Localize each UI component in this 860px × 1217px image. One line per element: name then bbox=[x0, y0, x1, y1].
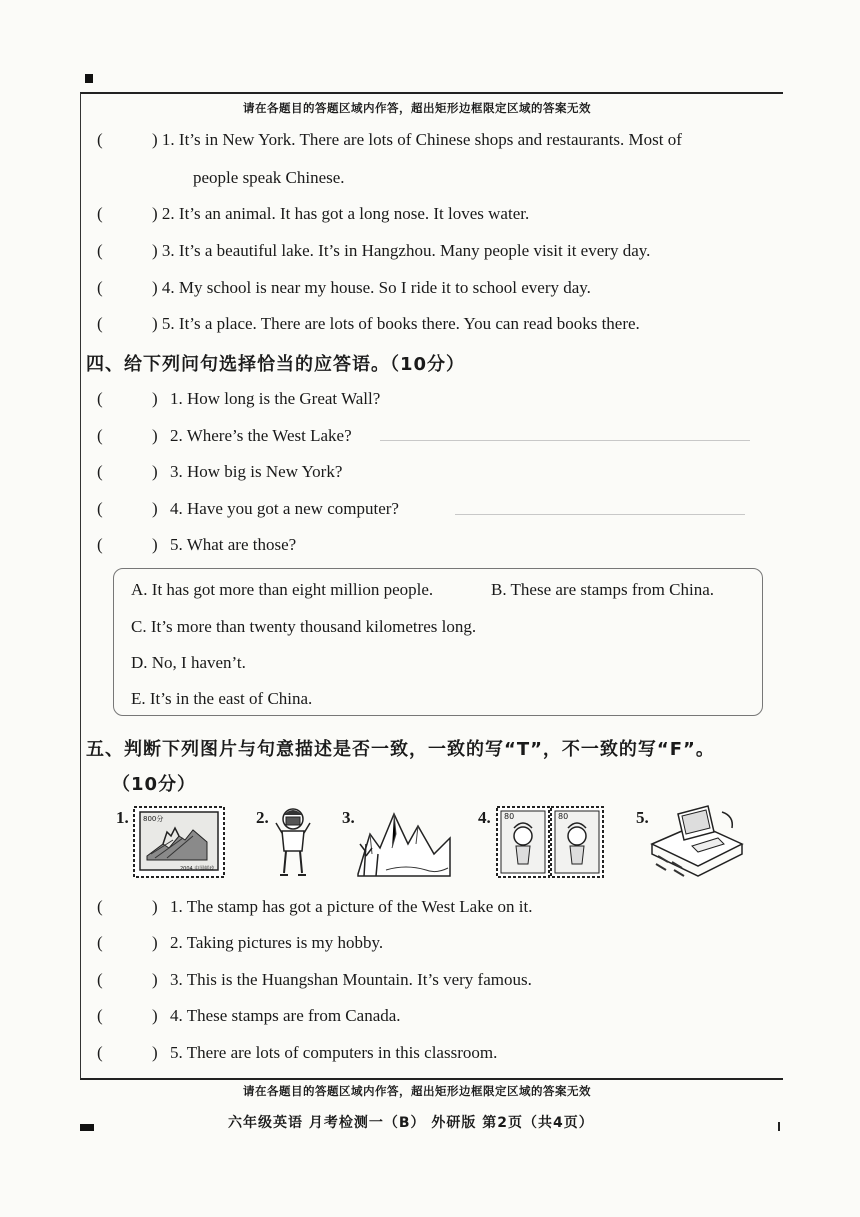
picture-number: 5. bbox=[636, 808, 649, 827]
answer-blank-close: ) bbox=[152, 933, 158, 952]
footer-edge-mark bbox=[778, 1122, 780, 1131]
footer-registration-mark bbox=[80, 1124, 94, 1131]
mountain-landscape-icon bbox=[356, 804, 452, 880]
statement-text: 2. Taking pictures is my hobby. bbox=[170, 933, 384, 952]
answer-blank-close: ) bbox=[152, 499, 158, 518]
question-text: ) 5. It’s a place. There are lots of books there. You can read books there. bbox=[152, 314, 640, 333]
stamp-denomination: 800分 bbox=[143, 815, 164, 823]
option-e: E. It’s in the east of China. bbox=[131, 689, 313, 708]
answer-blank-close: ) bbox=[152, 1006, 158, 1025]
option-d: D. No, I haven’t. bbox=[131, 653, 246, 672]
answer-blank-close: ) bbox=[152, 389, 158, 408]
answer-blank-open[interactable]: ( bbox=[97, 970, 103, 989]
statement-text: 4. These stamps are from Canada. bbox=[170, 1006, 401, 1025]
answer-blank-close: ) bbox=[152, 1043, 158, 1062]
question-text: ) 4. My school is near my house. So I ride it to school every day. bbox=[152, 278, 591, 297]
page-footer: 六年级英语 月考检测一（B） 外研版 第2页（共4页） bbox=[228, 1115, 594, 1131]
answer-blank-open[interactable]: ( bbox=[97, 897, 103, 916]
question-text: ) 3. It’s a beautiful lake. It’s in Hangzhou. Many people visit it every day. bbox=[152, 241, 651, 260]
section5-heading: 五、判断下列图片与句意描述是否一致，一致的写“T”，不一致的写“F”。 bbox=[86, 739, 715, 760]
question-text: 3. How big is New York? bbox=[170, 462, 343, 481]
answer-blank-open[interactable]: ( bbox=[97, 314, 103, 333]
person-taking-photo-icon bbox=[268, 805, 318, 879]
answer-blank-close: ) bbox=[152, 462, 158, 481]
faint-rule bbox=[380, 440, 750, 441]
question-text: ) 2. It’s an animal. It has got a long nose. It loves water. bbox=[152, 204, 530, 223]
question-text: 2. Where’s the West Lake? bbox=[170, 426, 352, 445]
question-text: 1. How long is the Great Wall? bbox=[170, 389, 381, 408]
answer-blank-close: ) bbox=[152, 970, 158, 989]
section4-heading: 四、给下列问句选择恰当的应答语。（10分） bbox=[86, 354, 466, 375]
answer-area-notice-bottom: 请在各题目的答题区域内作答，超出矩形边框限定区域的答案无效 bbox=[243, 1084, 591, 1098]
stamp-denomination: 80 bbox=[504, 812, 515, 821]
answer-blank-close: ) bbox=[152, 535, 158, 554]
corner-registration-mark bbox=[85, 74, 93, 83]
answer-blank-open[interactable]: ( bbox=[97, 933, 103, 952]
option-a: A. It has got more than eight million people. bbox=[131, 580, 434, 599]
answer-blank-open[interactable]: ( bbox=[97, 1006, 103, 1025]
answer-blank-open[interactable]: ( bbox=[97, 204, 103, 223]
answer-blank-open[interactable]: ( bbox=[97, 278, 103, 297]
question-text-continued: people speak Chinese. bbox=[193, 168, 345, 187]
option-b: B. These are stamps from China. bbox=[491, 580, 715, 599]
answer-blank-open[interactable]: ( bbox=[97, 389, 103, 408]
answer-blank-close: ) bbox=[152, 426, 158, 445]
picture-number: 3. bbox=[342, 808, 355, 827]
statement-text: 1. The stamp has got a picture of the West Lake on it. bbox=[170, 897, 533, 916]
picture-number: 1. bbox=[116, 808, 129, 827]
statement-text: 3. This is the Huangshan Mountain. It’s very famous. bbox=[170, 970, 532, 989]
answer-blank-close: ) bbox=[152, 897, 158, 916]
option-c: C. It’s more than twenty thousand kilometres long. bbox=[131, 617, 477, 636]
statement-text: 5. There are lots of computers in this classroom. bbox=[170, 1043, 498, 1062]
question-text: ) 1. It’s in New York. There are lots of Chinese shops and restaurants. Most of bbox=[152, 130, 682, 149]
question-text: 5. What are those? bbox=[170, 535, 297, 554]
answer-blank-open[interactable]: ( bbox=[97, 535, 103, 554]
answer-blank-open[interactable]: ( bbox=[97, 426, 103, 445]
answer-blank-open[interactable]: ( bbox=[97, 1043, 103, 1062]
picture-number: 2. bbox=[256, 808, 269, 827]
section5-score: （10分） bbox=[112, 774, 197, 795]
stamp-issuer: 2004 中国邮政 bbox=[180, 866, 215, 872]
answer-blank-open[interactable]: ( bbox=[97, 241, 103, 260]
answer-area-notice-top: 请在各题目的答题区域内作答，超出矩形边框限定区域的答案无效 bbox=[243, 101, 591, 115]
answer-blank-open[interactable]: ( bbox=[97, 130, 103, 149]
picture-number: 4. bbox=[478, 808, 491, 827]
computer-desk-icon bbox=[648, 804, 744, 882]
answer-blank-open[interactable]: ( bbox=[97, 462, 103, 481]
stamp-denomination: 80 bbox=[558, 812, 569, 821]
faint-rule bbox=[455, 514, 745, 515]
answer-blank-open[interactable]: ( bbox=[97, 499, 103, 518]
question-text: 4. Have you got a new computer? bbox=[170, 499, 399, 518]
